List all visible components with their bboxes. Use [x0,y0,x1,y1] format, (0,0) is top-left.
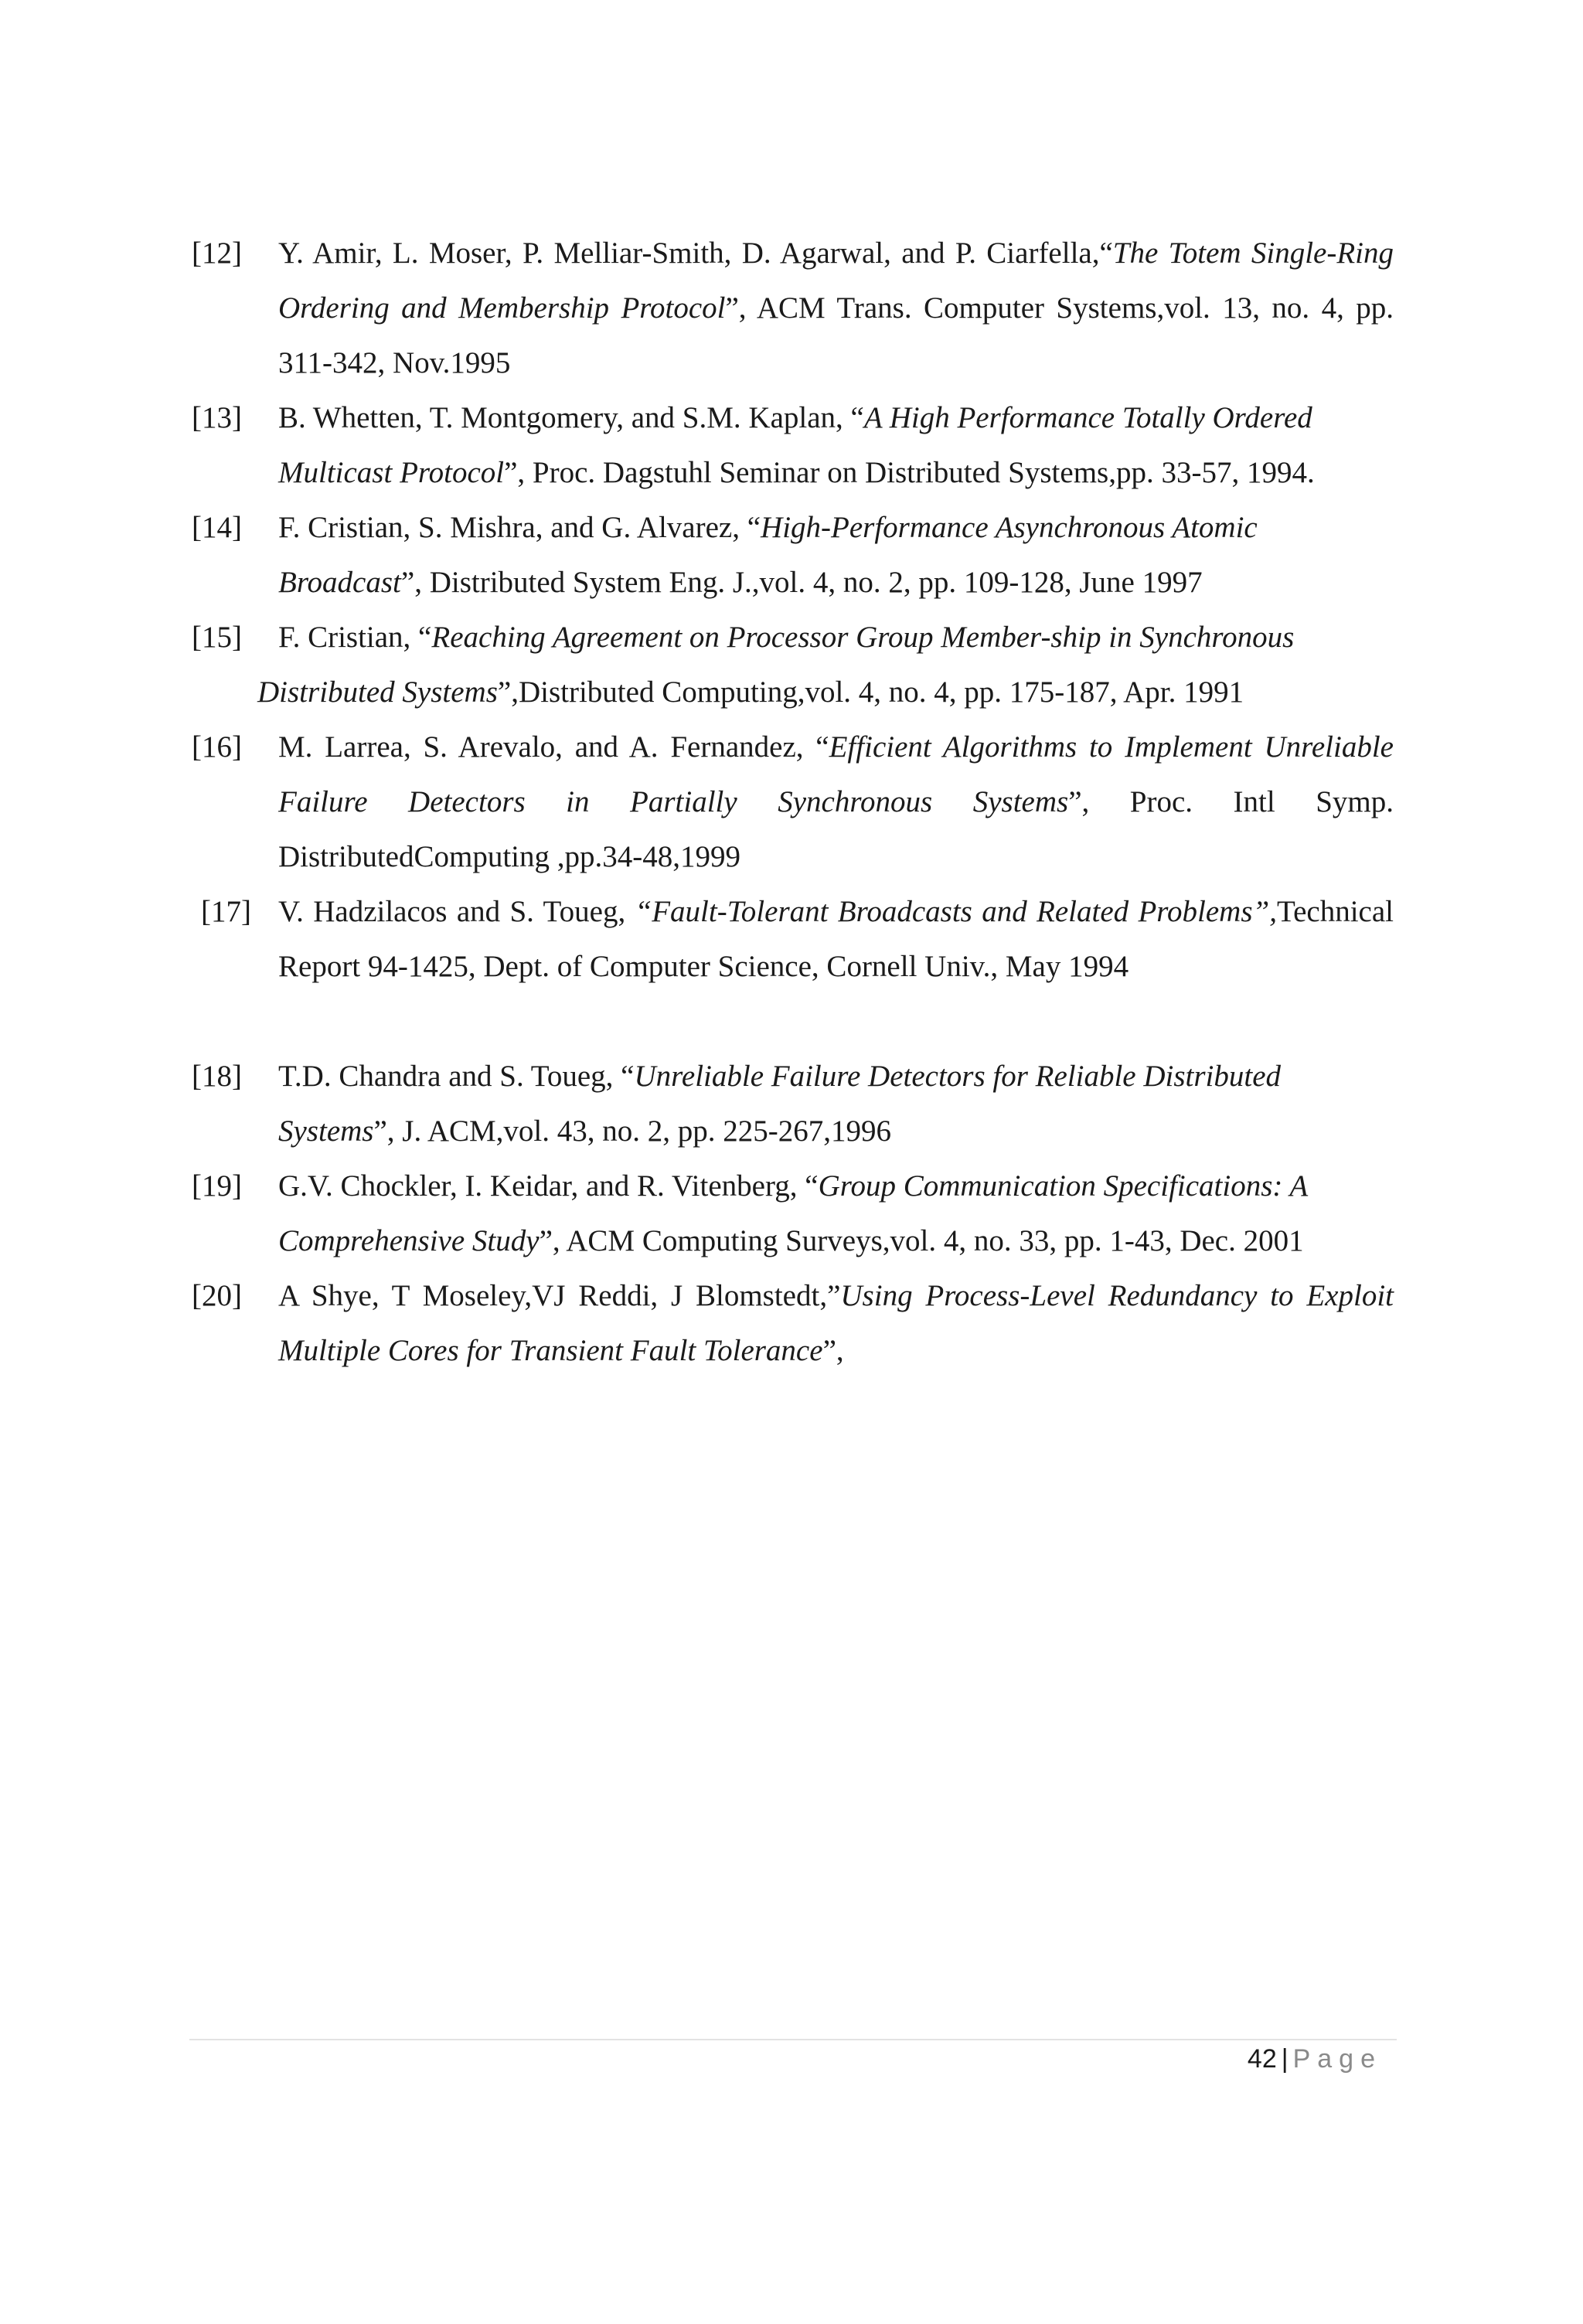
reference-details: ”, Proc. Dagstuhl Seminar on Distributed Systems,pp. 33-57, 1994. [504,456,1315,489]
reference-details: ”,Distributed Computing,vol. 4, no. 4, pp. 175-187, Apr. 1991 [497,675,1244,709]
reference-text [257,610,1394,720]
page-number: 42 [1247,2044,1277,2074]
reference-authors: T.D. Chandra and S. Toueg, “ [278,1060,635,1093]
reference-text [278,226,1394,390]
reference-number: [20] [192,1279,242,1312]
reference-title-line1: Reaching Agreement on Processor Group Member-ship in Synchronous [431,621,1295,654]
reference-item [192,720,1394,884]
reference-text [278,500,1394,610]
reference-authors: A Shye, T Moseley,VJ Reddi, J Blomstedt,” [278,1279,841,1312]
reference-text [278,1159,1394,1268]
reference-number: [16] [192,730,242,764]
reference-authors: F. Cristian, “ [278,621,432,654]
reference-title-line2: Distributed Systems [257,675,498,709]
reference-item [192,1049,1394,1159]
reference-number: [19] [192,1169,242,1203]
reference-title: Group Communication Specifications: A Comprehensive Study [278,1169,1308,1257]
reference-item [192,1159,1394,1268]
reference-text [278,720,1394,884]
reference-authors: M. Larrea, S. Arevalo, and A. Fernandez, “ [278,730,829,764]
reference-title: “Fault-Tolerant Broadcasts and Related Problems”, [635,895,1277,928]
reference-details: ”, ACM Computing Surveys,vol. 4, no. 33, pp. 1-43, Dec. 2001 [539,1224,1304,1257]
reference-details: ”, Distributed System Eng. J.,vol. 4, no. 2, pp. 109-128, June 1997 [400,566,1203,599]
reference-number: [18] [192,1060,242,1093]
reference-title: High-Performance Asynchronous Atomic Broadcast [278,511,1258,599]
reference-details: ”, ACM Trans. Computer Systems,vol. 13, no. 4, pp. 311-342, Nov.1995 [278,291,1394,379]
reference-text [278,390,1394,500]
reference-text [278,1268,1394,1378]
reference-text [278,1049,1394,1159]
reference-authors: G.V. Chockler, I. Keidar, and R. Vitenberg, “ [278,1169,819,1203]
reference-authors: V. Hadzilacos and S. Toueg, [278,895,635,928]
reference-item [192,884,1394,1049]
reference-details: ”, [822,1334,844,1367]
reference-title: A High Performance Totally Ordered Multicast Protocol [278,401,1312,489]
reference-item [192,226,1394,390]
reference-details: ”, J. ACM,vol. 43, no. 2, pp. 225-267,1996 [373,1114,891,1148]
reference-authors: Y. Amir, L. Moser, P. Melliar-Smith, D. Agarwal, and P. Ciarfella,“ [278,236,1113,270]
reference-number: [15] [192,621,242,654]
reference-number: [14] [192,511,242,544]
reference-details: Technical Report 94-1425, Dept. of Computer Science, Cornell Univ., May 1994 [278,895,1394,983]
reference-title: The Totem Single-Ring Ordering and Membership Protocol [278,236,1394,325]
footer-divider [189,2039,1397,2040]
reference-text [278,884,1394,994]
reference-item [192,500,1394,610]
reference-title: Unreliable Failure Detectors for Reliable Distributed Systems [278,1060,1282,1148]
reference-number: [17] [201,895,251,928]
page-footer [1248,2043,1382,2074]
reference-authors: F. Cristian, S. Mishra, and G. Alvarez, “ [278,511,761,544]
reference-text-tail [257,665,1394,720]
page-label: Page [1292,2044,1382,2074]
reference-item [192,1268,1394,1378]
reference-number: [13] [192,401,242,434]
reference-item [192,390,1394,500]
reference-title: Efficient Algorithms to Implement Unreliable Failure Detectors in Partially Synchronous Systems [278,730,1394,818]
reference-title: Using Process-Level Redundancy to Exploit Multiple Cores for Transient Fault Tolerance [278,1279,1394,1367]
footer-separator: | [1281,2044,1289,2074]
reference-number: [12] [192,236,242,270]
reference-authors: B. Whetten, T. Montgomery, and S.M. Kaplan, “ [278,401,864,434]
reference-details: ”, Proc. Intl Symp. DistributedComputing ,pp.34-48,1999 [278,785,1394,873]
reference-item [192,610,1394,720]
reference-list [192,226,1394,1378]
